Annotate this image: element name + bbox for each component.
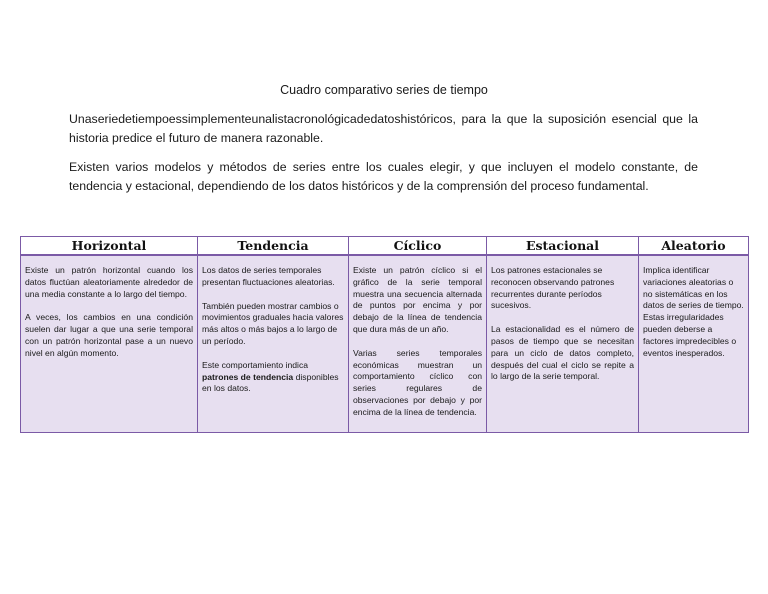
tendencia-text-2: También pueden mostrar cambios o movimientos graduales hacia valores más altos o más bajos a lo largo de un período. — [202, 300, 344, 346]
cell-horizontal — [21, 255, 198, 433]
tendencia-text-3 — [202, 360, 344, 395]
tendencia-text-1: Los datos de series temporales presentan fluctuaciones aleatorias. — [202, 265, 335, 287]
estacional-text-2: La estacionalidad es el número de pasos de tiempo que se necesitan para un ciclo de datos completo, después del cual el ciclo se repite a lo largo de la serie temporal. — [491, 324, 634, 382]
header-horizontal: Horizontal — [21, 237, 198, 256]
horizontal-text-2: A veces, los cambios en una condición suelen dar lugar a que una serie temporal con un patrón horizontal pase a un nuevo nivel en algún momento. — [25, 312, 193, 358]
header-estacional: Estacional — [487, 237, 639, 256]
header-aleatorio: Aleatorio — [639, 237, 749, 256]
cell-estacional — [487, 255, 639, 433]
aleatorio-text-1: Implica identificar variaciones aleatorias o no sistemáticas en los datos de series de tiempo. — [643, 265, 744, 311]
ciclico-text-1: Existe un patrón cíclico si el gráfico de la serie temporal muestra una secuencia alternada de puntos por encima y por debajo de la línea de tendencia que dura más de un año. — [353, 265, 482, 334]
cell-tendencia — [198, 255, 349, 433]
header-tendencia: Tendencia — [198, 237, 349, 256]
table-row — [21, 255, 749, 433]
cell-aleatorio — [639, 255, 749, 433]
intro-paragraph: Unaseriedetiempoessimplementeunalistacronológicadedatoshistóricos, para la que la suposición esencial que la historia predice el futuro de manera razonable. — [69, 112, 698, 145]
models-paragraph: Existen varios modelos y métodos de series entre los cuales elegir, y que incluyen el modelo constante, de tendencia y estacional, dependiendo de los datos históricos y de la comprensión del proceso fundamental. — [69, 160, 698, 193]
estacional-text-1: Los patrones estacionales se reconocen observando patrones recurrentes durante períodos sucesivos. — [491, 265, 615, 311]
tendencia-text-3-suffix: disponibles en los datos. — [202, 371, 339, 394]
tendencia-text-3-prefix: Este comportamiento indica — [202, 359, 309, 370]
tendencia-text-3-bold: patrones de tendencia — [202, 371, 294, 382]
comparison-table — [20, 236, 749, 433]
document-title: Cuadro comparativo series de tiempo — [280, 83, 488, 97]
ciclico-text-2: Varias series temporales económicas muestran un comportamiento cíclico con series regulares de observaciones por debajo y por encima de la línea de tendencia. — [353, 347, 482, 417]
horizontal-text-1: Existe un patrón horizontal cuando los datos fluctúan aleatoriamente alrededor de una media constante a lo largo del tiempo. — [25, 265, 193, 299]
cell-ciclico — [349, 255, 487, 433]
aleatorio-text-2: Estas irregularidades pueden deberse a factores impredecibles o eventos inesperados. — [643, 312, 737, 358]
table-header-row — [21, 237, 749, 256]
header-ciclico: Cíclico — [349, 237, 487, 256]
